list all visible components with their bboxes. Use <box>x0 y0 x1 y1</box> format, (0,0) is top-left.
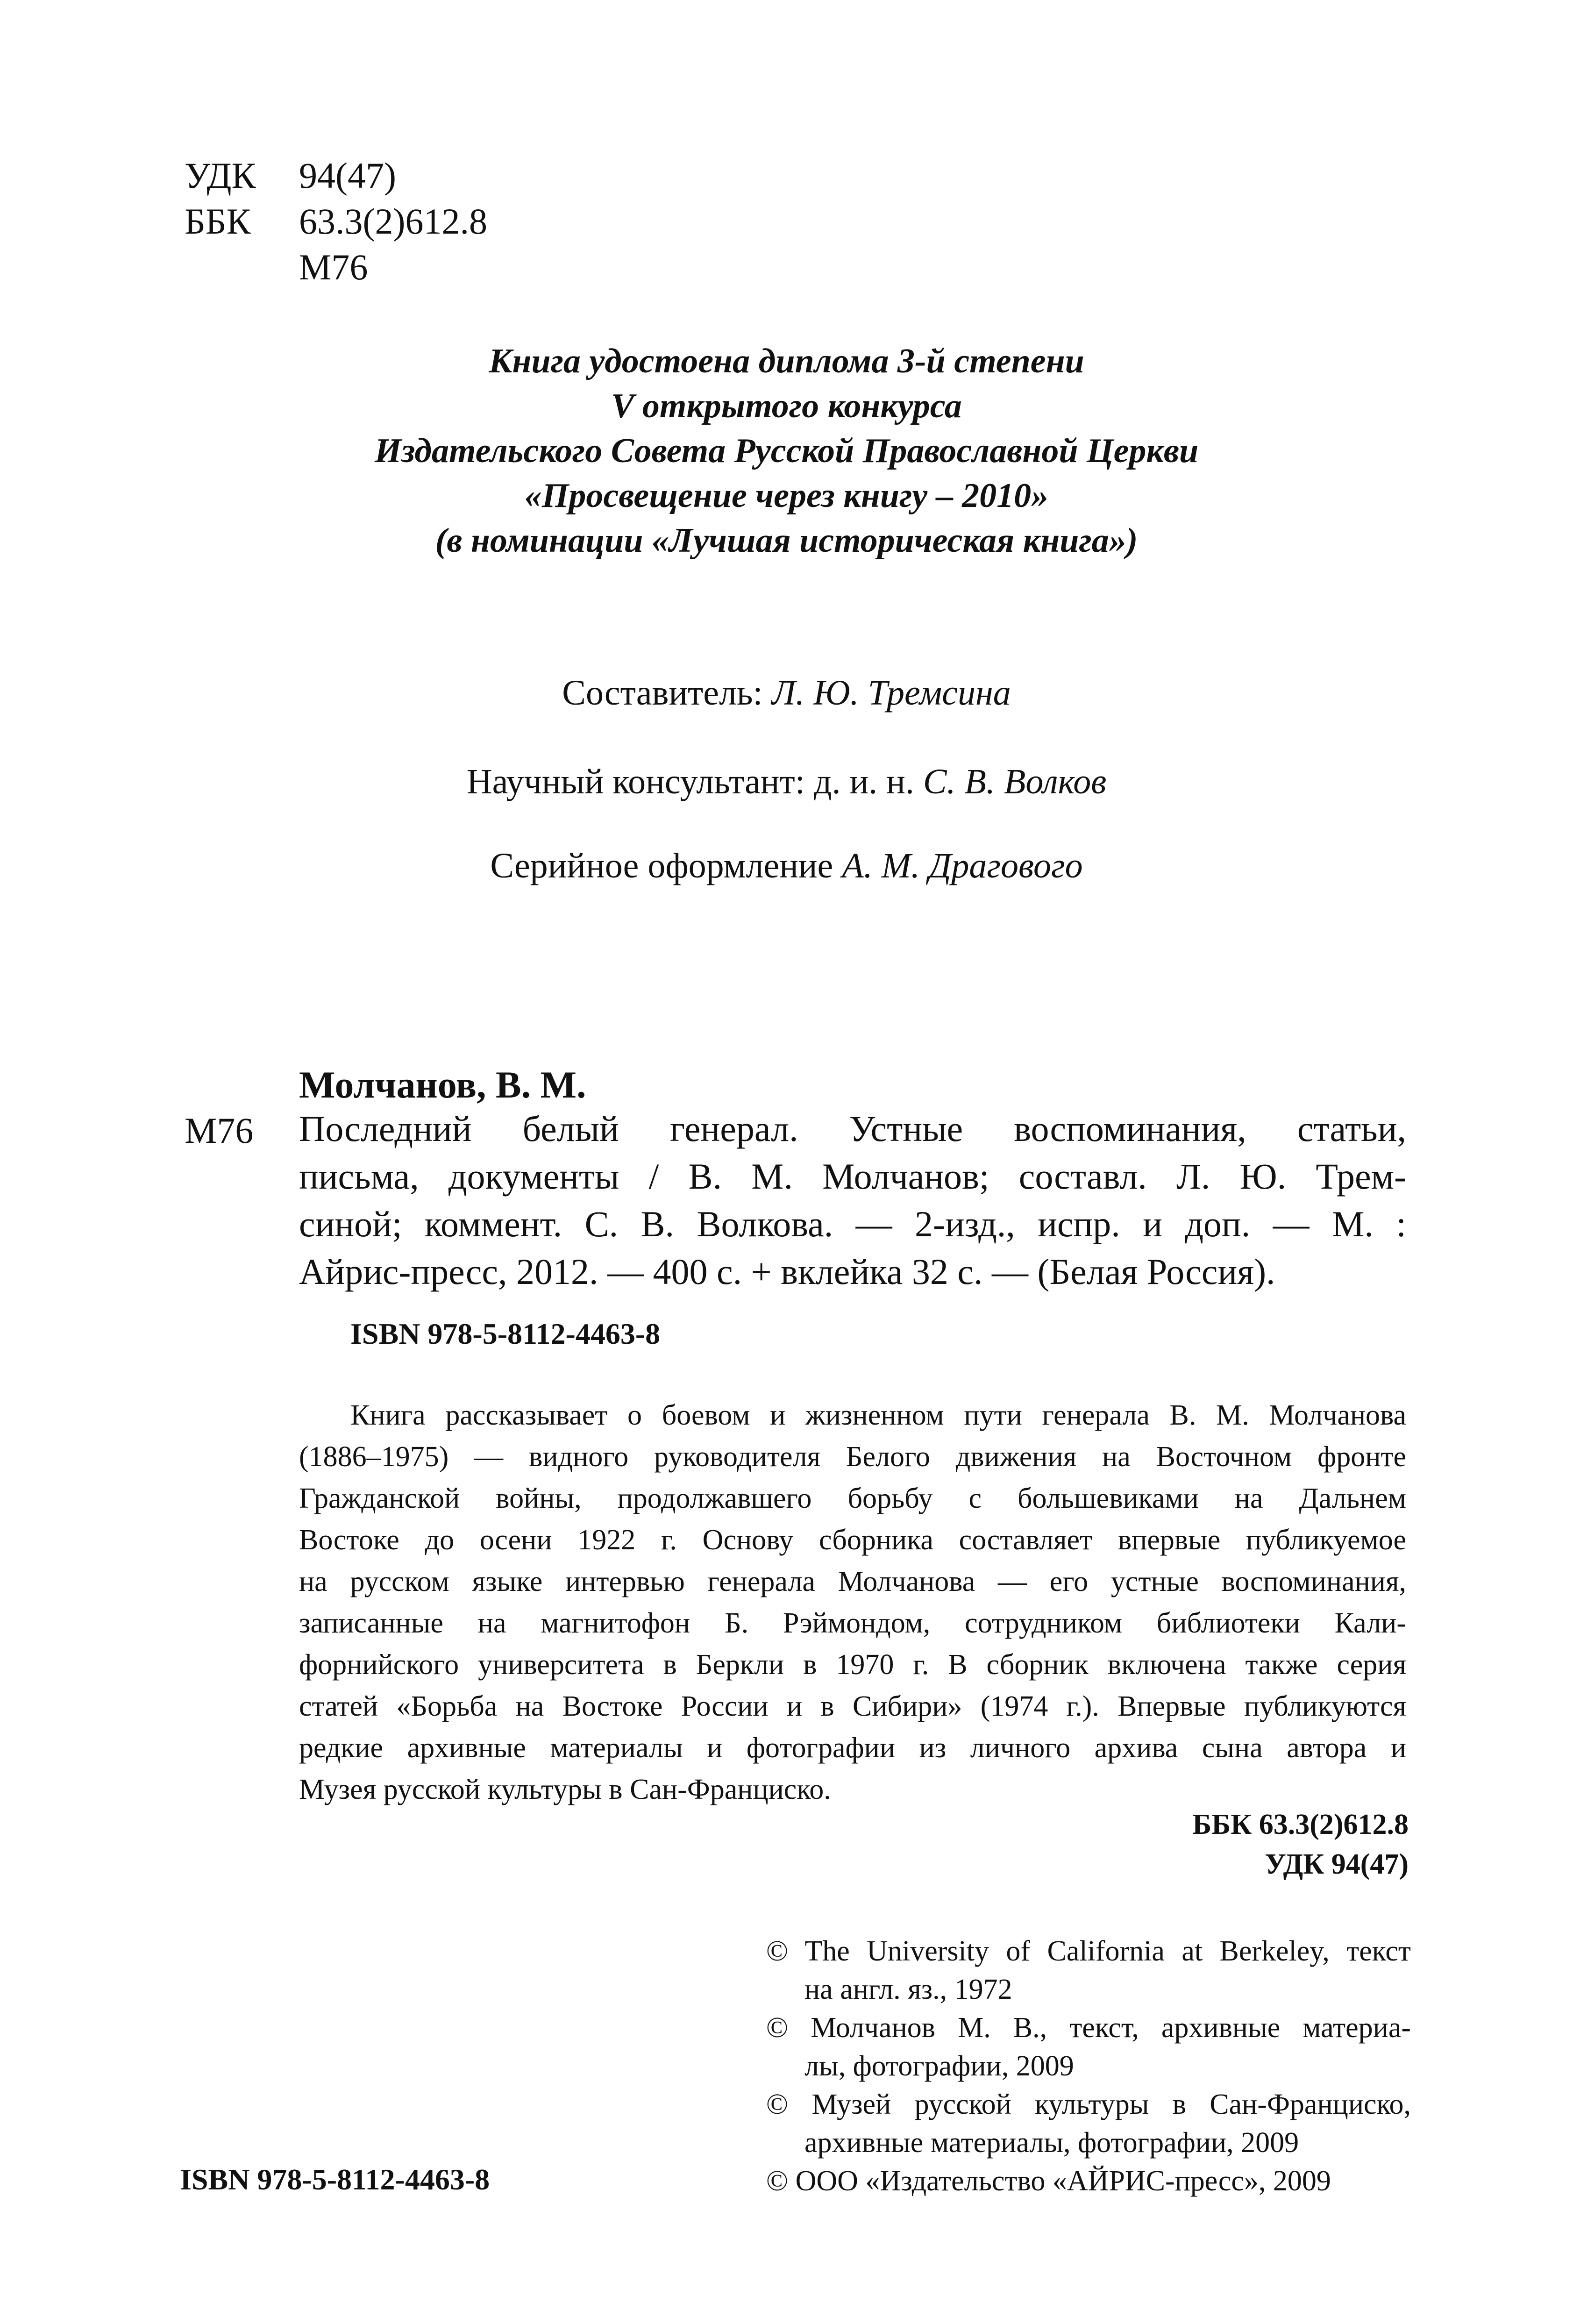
design-credit <box>0 846 1573 886</box>
annotation-line: Книга рассказывает о боевом и жизненном пути генерала В. М. Молчанова <box>350 1399 1406 1431</box>
annotation-line: редкие архивные материалы и фотографии из личного архива сына автора и <box>299 1732 1406 1764</box>
bbk-value: 63.3(2)612.8 <box>299 201 487 242</box>
catalog-author: Молчанов, В. М. <box>299 1063 586 1106</box>
annotation-line: Востоке до осени 1922 г. Основу сборника составляет впервые публикуемое <box>299 1524 1406 1556</box>
annotation-line: на русском языке интервью генерала Молчанова — его устные воспоминания, <box>299 1566 1406 1597</box>
award-line: Книга удостоена диплома 3-й степени <box>489 342 1084 380</box>
udk-value: 94(47) <box>299 155 396 196</box>
catalog-description <box>299 1105 1406 1296</box>
design-label: Серийное оформление <box>490 846 833 885</box>
catalog-isbn: ISBN 978-5-8112-4463-8 <box>350 1317 661 1350</box>
award-line: (в номинации «Лучшая историческая книга») <box>435 521 1138 560</box>
annotation-line: записанные на магнитофон Б. Рэймондом, сотрудником библиотеки Кали- <box>299 1607 1406 1639</box>
catalog-mark: М76 <box>185 1110 254 1151</box>
description-line: письма, документы / В. М. Молчанов; составл. Л. Ю. Трем- <box>299 1156 1406 1197</box>
copyright-line: © Музей русской культуры в Сан-Франциско, <box>766 2089 1411 2120</box>
udk-label: УДК <box>185 155 256 196</box>
compiler-credit <box>0 673 1573 713</box>
copyright-line: архивные материалы, фотографии, 2009 <box>804 2127 1299 2159</box>
award-line: V открытого конкурса <box>611 387 962 425</box>
compiler-name: Л. Ю. Тремсина <box>771 673 1011 713</box>
copyright-block <box>766 1932 1411 2200</box>
annotation-line: Музея русской культуры в Сан-Франциско. <box>299 1774 831 1805</box>
award-block <box>196 339 1377 563</box>
award-line: Издательского Совета Русской Православной Церкви <box>374 432 1199 470</box>
description-line: Айрис-пресс, 2012. — 400 с. + вклейка 32 с. — (Белая Россия). <box>299 1251 1275 1292</box>
annotation-line: (1886–1975) — видного руководителя Белого движения на Восточном фронте <box>299 1441 1406 1473</box>
copyright-line: © Молчанов М. В., текст, архивные материа- <box>766 2012 1411 2044</box>
consultant-credit <box>0 762 1573 802</box>
compiler-label: Составитель: <box>562 673 763 713</box>
author-mark: М76 <box>299 247 368 287</box>
description-line: синой; коммент. С. В. Волкова. — 2-изд., испр. и доп. — М. : <box>299 1204 1406 1244</box>
copyright-line: © The University of California at Berkeley, текст <box>766 1935 1411 1967</box>
bbk-bottom: ББК 63.3(2)612.8 <box>1192 1809 1409 1840</box>
copyright-line: © ООО «Издательство «АЙРИС-пресс», 2009 <box>766 2165 1331 2197</box>
annotation-line: статей «Борьба на Востоке России и в Сибири» (1974 г.). Впервые публикуются <box>299 1690 1406 1722</box>
design-name: А. М. Драгового <box>842 846 1083 885</box>
copyright-line: лы, фотографии, 2009 <box>804 2050 1074 2082</box>
description-line: Последний белый генерал. Устные воспоминания, статьи, <box>299 1108 1406 1149</box>
award-line: «Просвещение через книгу – 2010» <box>524 477 1049 515</box>
consultant-name: С. В. Волков <box>923 762 1107 801</box>
annotation <box>299 1395 1406 1811</box>
udk-bottom: УДК 94(47) <box>1265 1848 1409 1880</box>
isbn-bottom: ISBN 978-5-8112-4463-8 <box>180 2163 490 2196</box>
annotation-line: Гражданской войны, продолжавшего борьбу с большевиками на Дальнем <box>299 1483 1406 1514</box>
bbk-label: ББК <box>185 201 251 242</box>
copyright-line: на англ. яз., 1972 <box>804 1974 1012 2005</box>
annotation-line: форнийского университета в Беркли в 1970 г. В сборник включена также серия <box>299 1649 1406 1681</box>
consultant-label: Научный консультант: д. и. н. <box>466 762 914 801</box>
